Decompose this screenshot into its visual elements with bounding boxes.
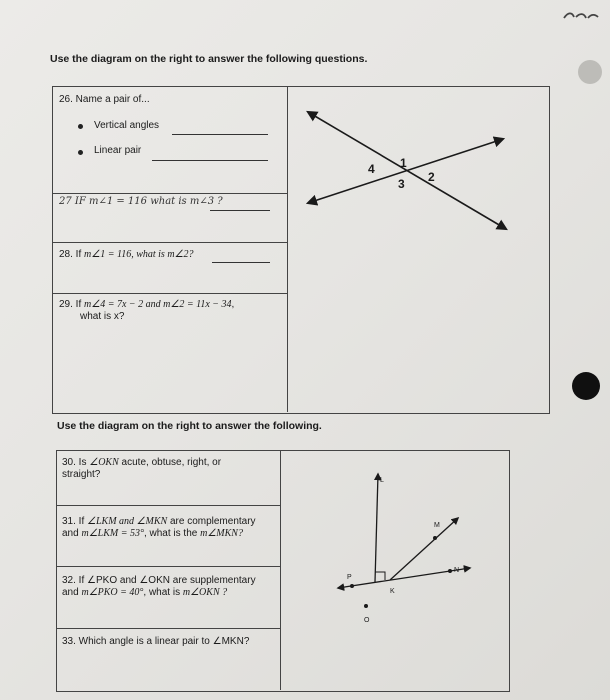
q32-line1: 32. If ∠PKO and ∠OKN are supplementary <box>62 575 256 586</box>
punch-hole <box>572 372 600 400</box>
q33-text: 33. Which angle is a linear pair to ∠MKN? <box>62 636 250 647</box>
q31-line2: and m∠LKM = 53°, what is the m∠MKN? <box>62 528 243 539</box>
point-P: P <box>347 574 352 581</box>
angle-label-1: 1 <box>400 156 407 170</box>
section2-divider <box>280 451 281 690</box>
q26-bullet-vertical: Vertical angles <box>94 120 160 131</box>
q26-answer-line-2[interactable] <box>152 160 268 161</box>
angle-label-3: 3 <box>398 177 405 191</box>
section1-instruction: Use the diagram on the right to answer the following questions. <box>50 53 368 65</box>
q29-text: 29. If m∠4 = 7x − 2 and m∠2 = 11x − 34, <box>59 299 235 310</box>
corner-scribble <box>562 8 600 24</box>
q28-answer-line[interactable] <box>212 262 270 263</box>
point-O: O <box>364 617 370 624</box>
rays-diagram <box>320 460 480 640</box>
q26-bullet-linear: Linear pair <box>94 145 142 156</box>
q27-answer-line[interactable] <box>210 210 270 211</box>
q30-line1: 30. Is ∠OKN acute, obtuse, right, or <box>62 457 222 468</box>
q27-handwritten: 27 IF m∠1 = 116 what is m∠3 ? <box>59 196 223 207</box>
line-2 <box>308 139 503 203</box>
right-angle-mark <box>375 572 385 580</box>
shadow-dot-top <box>578 60 602 84</box>
point-M: M <box>434 522 440 529</box>
intersecting-lines-diagram <box>288 87 548 257</box>
q29-line2: what is x? <box>80 311 125 322</box>
point-N: N <box>454 567 460 574</box>
q32-line2: and m∠PKO = 40°, what is m∠OKN ? <box>62 587 228 598</box>
q30-line2: straight? <box>62 469 101 480</box>
point-K: K <box>390 588 395 595</box>
q31-line1: 31. If ∠LKM and ∠MKN are complementary <box>62 516 256 527</box>
q28-text: 28. If m∠1 = 116, what is m∠2? <box>59 249 194 260</box>
point-L: L <box>380 477 384 484</box>
ray-KM <box>390 518 458 580</box>
q26-title: 26. Name a pair of... <box>59 94 150 105</box>
q26-answer-line-1[interactable] <box>172 134 268 135</box>
section2-instruction: Use the diagram on the right to answer the following. <box>57 420 322 432</box>
angle-label-2: 2 <box>428 170 435 184</box>
ray-KL <box>375 474 378 582</box>
angle-label-4: 4 <box>368 162 375 176</box>
